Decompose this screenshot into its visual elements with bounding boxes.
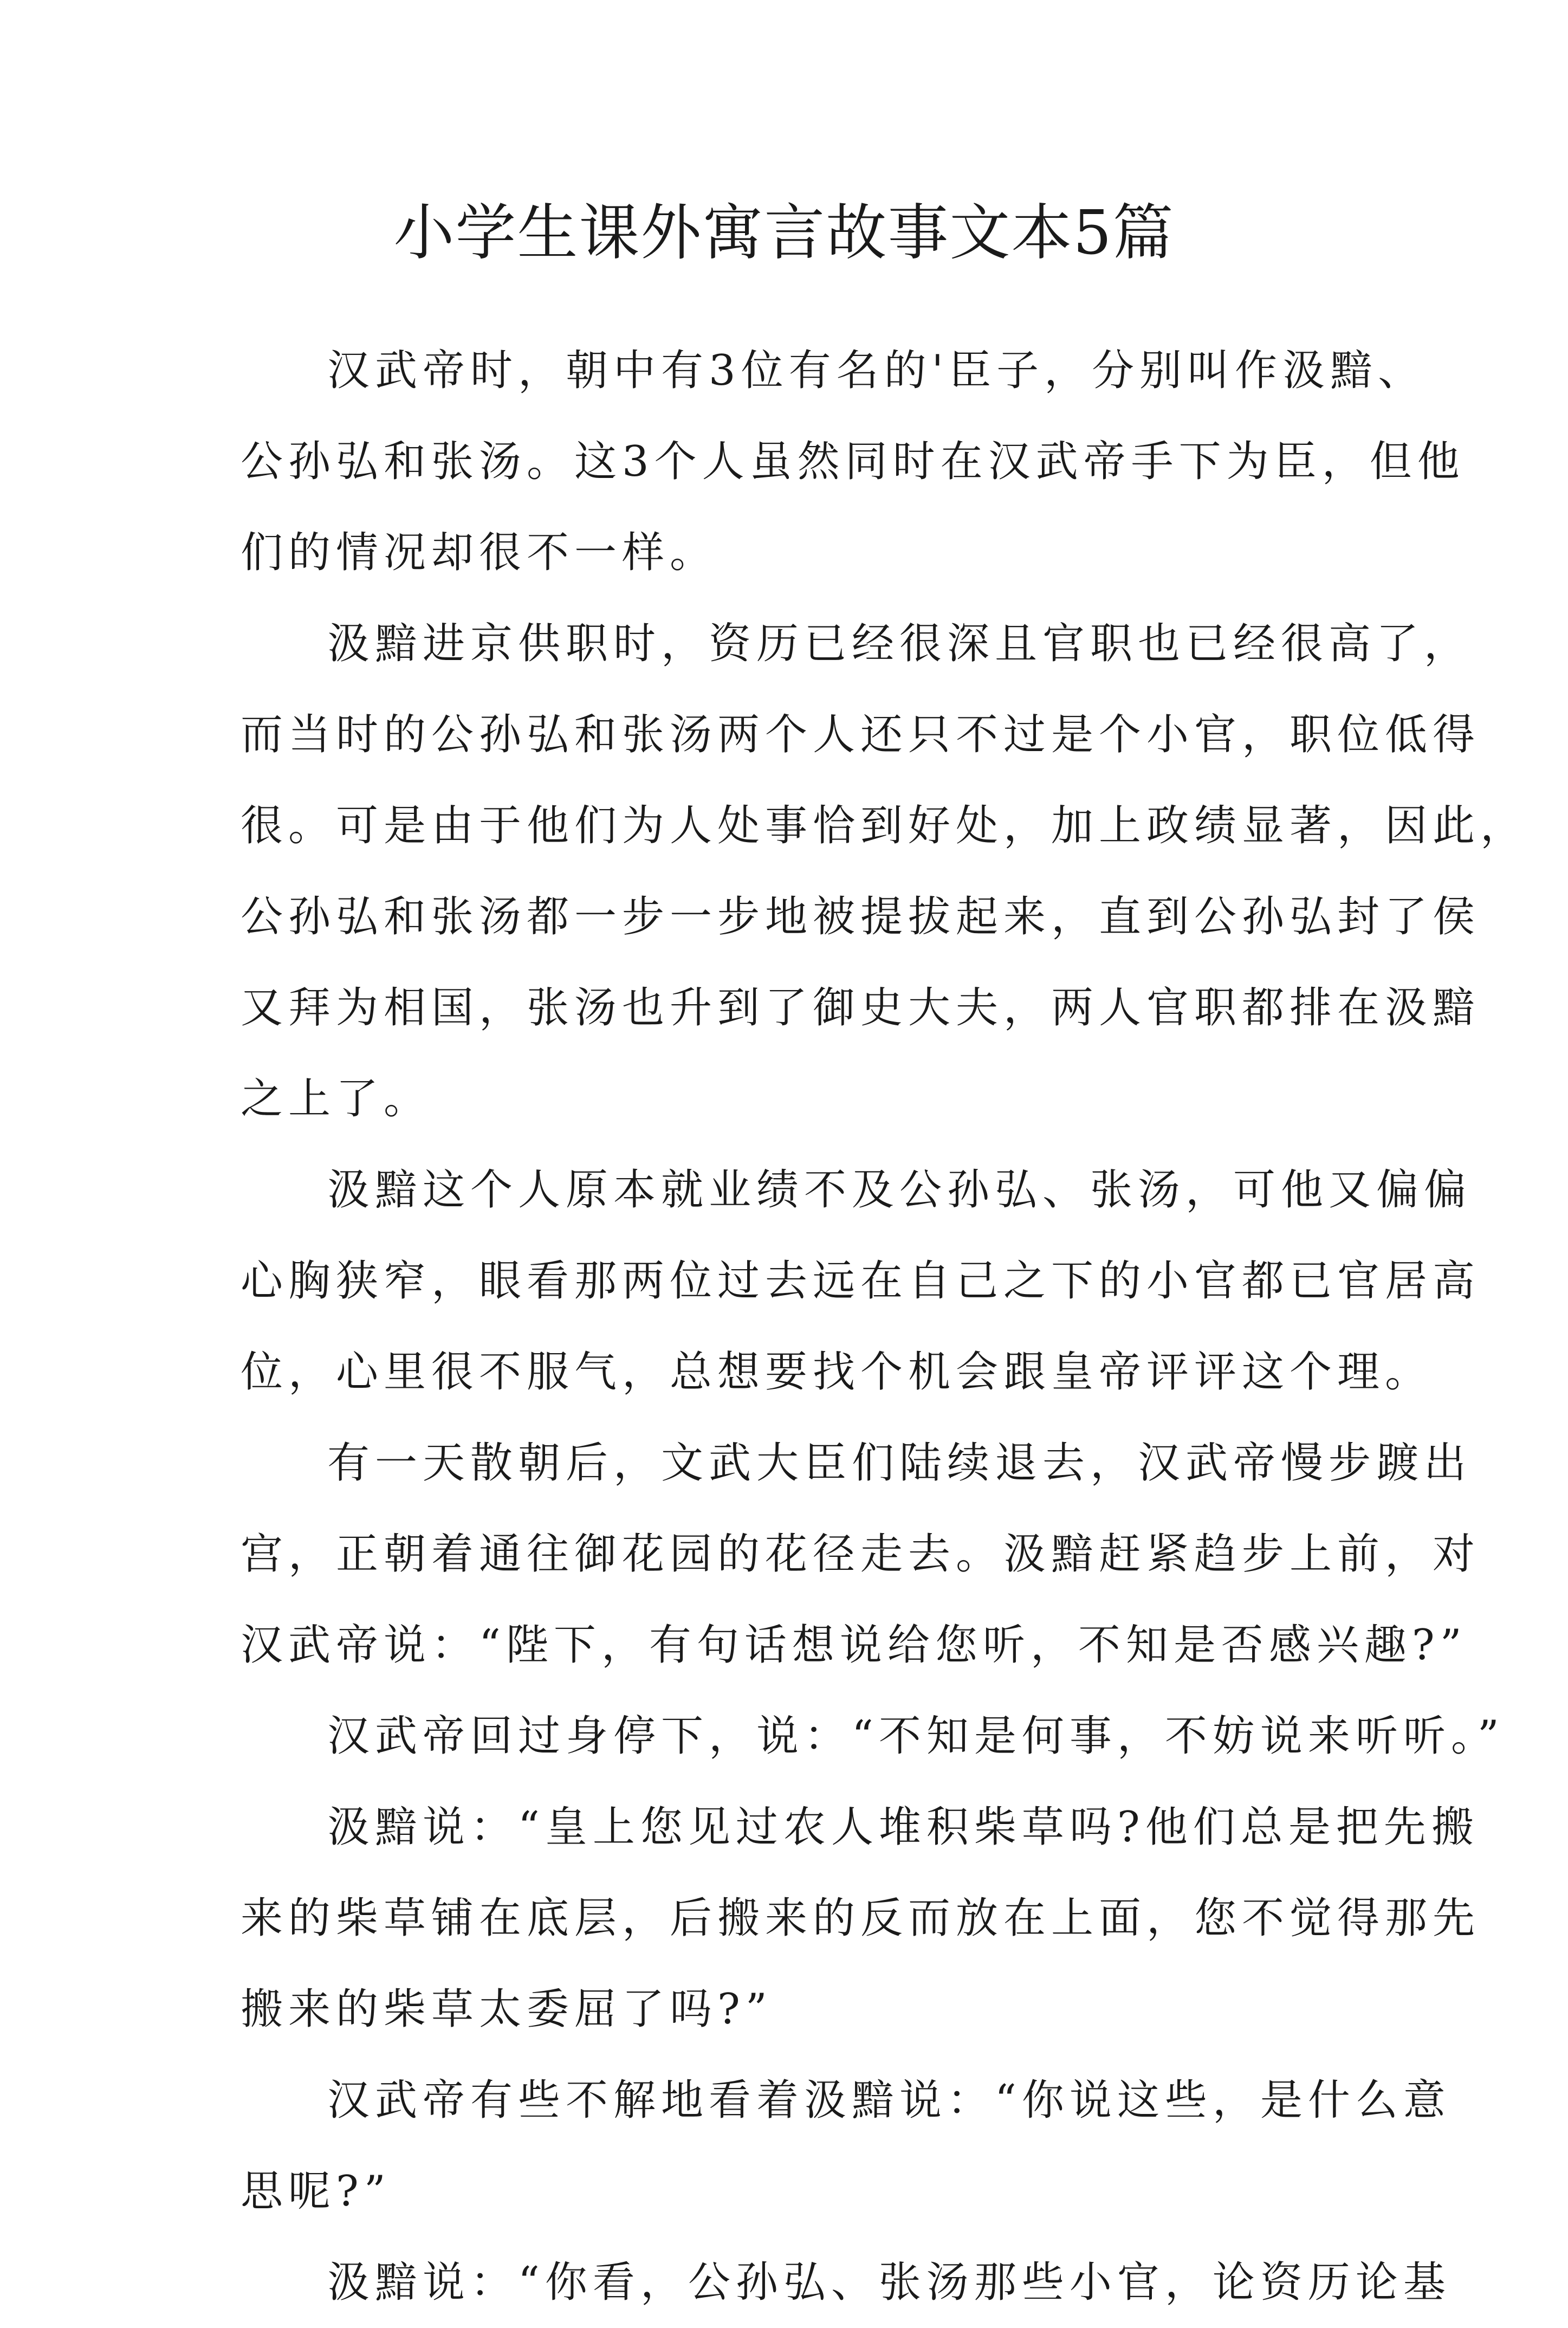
document-body <box>241 325 1528 2328</box>
text-line: 思呢?” <box>241 2167 391 2216</box>
text-line: 有一天散朝后，文武大臣们陆续退去，汉武帝慢步踱出 <box>327 1439 1472 1488</box>
text-line: 汲黯这个人原本就业绩不及公孙弘、张汤，可他又偏偏 <box>327 1166 1472 1214</box>
text-line: 公孙弘和张汤都一步一步地被提拔起来，直到公孙弘封了侯 <box>241 893 1481 941</box>
text-line: 很。可是由于他们为人处事恰到好处，加上政绩显著，因此， <box>241 801 1528 850</box>
document-title: 小学生课外寓言故事文本5篇 <box>393 198 1175 268</box>
text-line: 宫，正朝着通往御花园的花径走去。汲黯赶紧趋步上前，对 <box>241 1530 1481 1579</box>
text-line: 来的柴草铺在底层，后搬来的反而放在上面，您不觉得那先 <box>241 1894 1481 1943</box>
text-line: 汲黯进京供职时，资历已经很深且官职也已经很高了， <box>327 619 1472 668</box>
text-line: 搬来的柴草太委屈了吗?” <box>241 1985 773 2034</box>
text-line: 汉武帝说：“陛下，有句话想说给您听，不知是否感兴趣?” <box>241 1621 1467 1670</box>
text-line: 而当时的公孙弘和张汤两个人还只不过是个小官，职位低得 <box>241 710 1481 759</box>
text-line: 之上了。 <box>241 1075 432 1123</box>
text-line: 公孙弘和张汤。这3个人虽然同时在汉武帝手下为臣，但他 <box>241 437 1465 486</box>
text-line: 汉武帝有些不解地看着汲黯说：“你说这些，是什么意 <box>327 2076 1451 2125</box>
text-line: 汲黯说：“你看，公孙弘、张汤那些小官，论资历论基 <box>327 2258 1451 2307</box>
text-line: 位，心里很不服气，总想要找个机会跟皇帝评评这个理。 <box>241 1348 1433 1396</box>
text-line: 们的情况却很不一样。 <box>241 528 718 577</box>
text-line: 汲黯说：“皇上您见过农人堆积柴草吗?他们总是把先搬 <box>327 1803 1479 1852</box>
text-line: 汉武帝时，朝中有3位有名的'臣子，分别叫作汲黯、 <box>327 346 1426 395</box>
text-line: 又拜为相国，张汤也升到了御史大夫，两人官职都排在汲黯 <box>241 984 1481 1032</box>
text-line: 心胸狭窄，眼看那两位过去远在自己之下的小官都已官居高 <box>241 1257 1481 1305</box>
text-line: 汉武帝回过身停下，说：“不知是何事，不妨说来听听。” <box>327 1712 1505 1761</box>
